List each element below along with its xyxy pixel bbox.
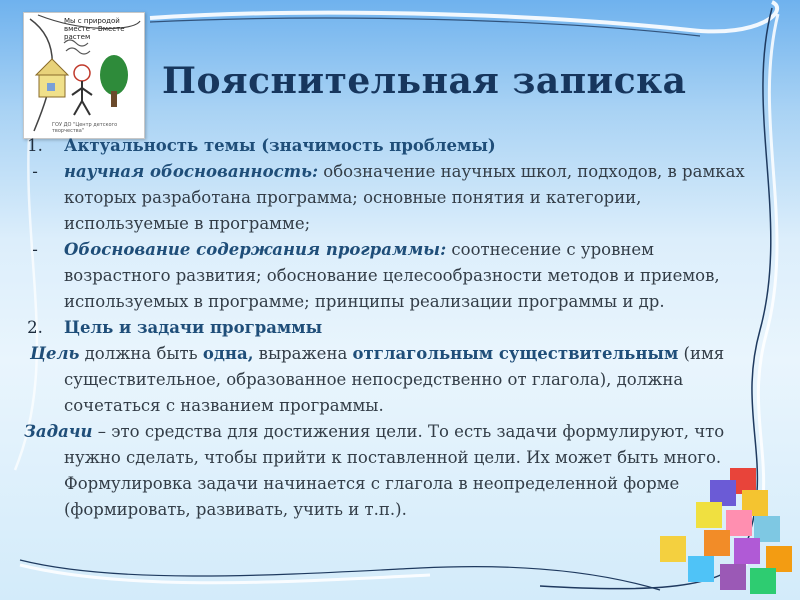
goal-emphasis: отглагольным существительным <box>352 344 679 363</box>
goal-text: (имя существительное, образованное непосредственно от глагола), должна сочетаться с названием программы. <box>64 344 725 415</box>
list-dash: - <box>32 162 38 181</box>
logo-tree-icon <box>100 55 128 107</box>
tasks-text: – это средства для достижения цели. То есть задачи формулируют, что нужно сделать, чтобы прийти к поставленной цели. Их может быть много. Формулировка задачи начинается с глагола в неопределенной форме (формировать, развивать, учить и т.п.). <box>64 422 725 519</box>
logo-caption: Мы с природой вместе – Вместе растем <box>64 17 125 41</box>
item-heading: Цель и задачи программы <box>64 318 323 337</box>
goal-text: выражена <box>253 344 353 363</box>
slide-title: Пояснительная записка <box>162 60 687 102</box>
goal-paragraph <box>12 341 764 419</box>
goal-emphasis: одна, <box>202 344 254 363</box>
list-number: 1. <box>27 136 43 155</box>
list-item <box>12 133 764 159</box>
logo-footer: ГОУ ДО "Центр детского творчества" <box>52 122 118 134</box>
program-logo <box>23 12 145 139</box>
item-label: Обоснование содержания программы: <box>64 240 447 259</box>
tasks-label: Задачи <box>24 422 93 441</box>
toy-cubes-icon <box>630 450 800 600</box>
item-heading: Актуальность темы (значимость проблемы) <box>64 136 496 155</box>
list-item <box>12 237 764 315</box>
item-text: обозначение научных школ, подходов, в рамках которых разработана программа; основные понятия и категории, используемые в программе; <box>64 162 745 233</box>
list-item <box>12 315 764 341</box>
list-dash: - <box>32 240 38 259</box>
logo-house-icon <box>36 59 68 97</box>
list-number: 2. <box>27 318 43 337</box>
item-label: научная обоснованность: <box>64 162 319 181</box>
goal-text: должна быть <box>79 344 203 363</box>
item-text: соотнесение с уровнем возрастного развития; обоснование целесообразности методов и приемов, используемых в программе; принципы реализации программы и др. <box>64 240 720 311</box>
list-item <box>12 159 764 237</box>
logo-child-icon <box>72 65 92 115</box>
goal-label: Цель <box>30 344 80 363</box>
